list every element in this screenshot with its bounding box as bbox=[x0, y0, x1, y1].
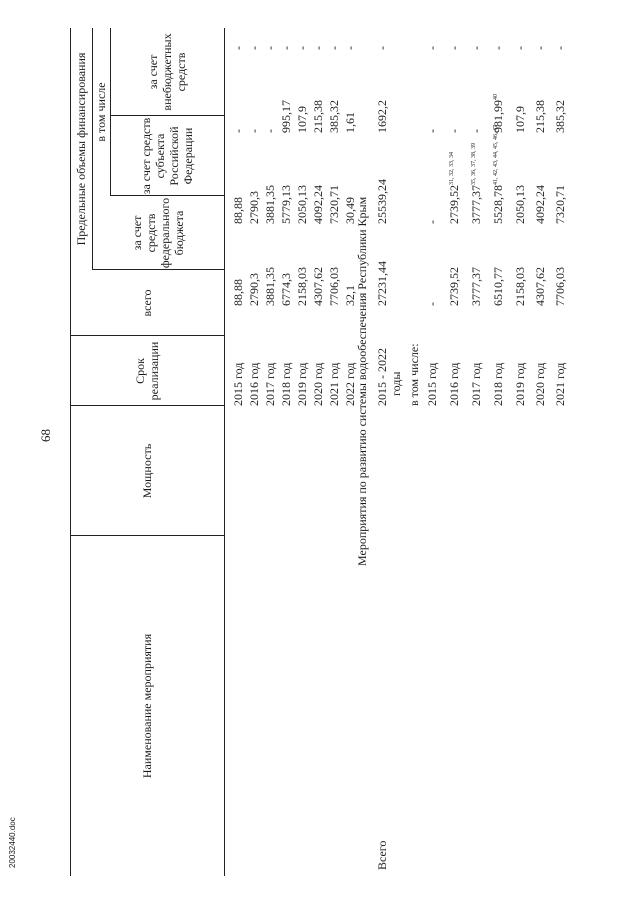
period-cell: 2016 год bbox=[247, 362, 261, 406]
federal-cell: 4092,24 bbox=[311, 185, 325, 224]
extra-cell: - bbox=[533, 46, 547, 50]
table-row bbox=[444, 28, 466, 876]
table-row bbox=[488, 28, 510, 876]
total-label: Всего bbox=[375, 840, 389, 870]
header-capacity: Мощность bbox=[140, 443, 154, 499]
period-cell-line2: годы bbox=[389, 371, 403, 396]
regional-cell: - bbox=[231, 129, 245, 133]
extra-cell: - bbox=[311, 46, 325, 50]
total-cell: 3777,37 bbox=[469, 267, 483, 306]
total-cell: 6510,77 bbox=[491, 267, 505, 306]
total-cell: 2790,3 bbox=[247, 273, 261, 306]
federal-cell: 4092,24 bbox=[533, 185, 547, 224]
total-cell: 27231,44 bbox=[375, 261, 389, 306]
regional-cell: 981,99$^{40}$ bbox=[491, 94, 505, 133]
federal-cell: 2050,13 bbox=[513, 185, 527, 224]
period-cell: 2015 год bbox=[231, 362, 245, 406]
extra-cell: - bbox=[553, 46, 567, 50]
table-row bbox=[550, 28, 572, 876]
regional-cell: 107,9 bbox=[295, 106, 309, 133]
header-total: всего bbox=[140, 289, 154, 317]
federal-cell: 3881,35 bbox=[263, 185, 277, 224]
regional-cell: 215,38 bbox=[533, 100, 547, 133]
total-cell: 7706,03 bbox=[327, 267, 341, 306]
regional-cell: - bbox=[469, 129, 483, 133]
period-cell: 2020 год bbox=[533, 362, 547, 406]
extra-cell: - bbox=[469, 46, 483, 50]
regional-cell: - bbox=[263, 129, 277, 133]
period-cell: 2015 год bbox=[425, 362, 439, 406]
regional-cell: - bbox=[447, 129, 461, 133]
federal-cell: 30,49 bbox=[343, 197, 357, 224]
federal-cell: 2790,3 bbox=[247, 191, 261, 224]
including-label: в том числе: bbox=[407, 343, 421, 406]
federal-cell: 3777,37$^{35, 36, 37, 38, 39}$ bbox=[469, 143, 483, 224]
regional-cell: 215,38 bbox=[311, 100, 325, 133]
regional-cell: 385,32 bbox=[553, 100, 567, 133]
federal-cell: 2739,52$^{31, 32, 33, 34}$ bbox=[447, 152, 461, 224]
period-cell: 2017 год bbox=[263, 362, 277, 406]
federal-cell: 5779,13 bbox=[279, 185, 293, 224]
header-regional: за счет средств субъекта Российской Федерации bbox=[139, 117, 195, 195]
regional-cell: 385,32 bbox=[327, 100, 341, 133]
federal-cell: 7320,71 bbox=[327, 185, 341, 224]
federal-cell: 7320,71 bbox=[553, 185, 567, 224]
total-cell: 88,88 bbox=[231, 279, 245, 306]
regional-cell: 107,9 bbox=[513, 106, 527, 133]
period-cell: 2021 год bbox=[553, 362, 567, 406]
regional-cell: 1,61 bbox=[343, 112, 357, 133]
table-row bbox=[422, 28, 444, 876]
extra-cell: - bbox=[247, 46, 261, 50]
period-cell: 2019 год bbox=[513, 362, 527, 406]
period-cell: 2021 год bbox=[327, 362, 341, 406]
federal-cell: 88,88 bbox=[231, 197, 245, 224]
header-period: Срок реализации bbox=[133, 341, 161, 401]
period-cell: 2020 год bbox=[311, 362, 325, 406]
extra-cell: - bbox=[279, 46, 293, 50]
federal-cell: - bbox=[425, 220, 439, 224]
header-including: в том числе bbox=[94, 82, 108, 142]
header-name: Наименование мероприятия bbox=[140, 633, 154, 779]
funding-table bbox=[70, 28, 576, 876]
period-cell: 2018 год bbox=[279, 362, 293, 406]
header-extra: за счет внебюджетных средств bbox=[146, 33, 188, 111]
total-cell: 2739,52 bbox=[447, 267, 461, 306]
federal-cell: 25539,24 bbox=[375, 179, 389, 224]
period-cell: 2018 год bbox=[491, 362, 505, 406]
page-number: 68 bbox=[38, 429, 53, 442]
extra-cell: - bbox=[231, 46, 245, 50]
total-cell: 7706,03 bbox=[553, 267, 567, 306]
period-cell: 2019 год bbox=[295, 362, 309, 406]
extra-cell: - bbox=[295, 46, 309, 50]
regional-cell: - bbox=[425, 129, 439, 133]
total-cell: 2158,03 bbox=[513, 267, 527, 306]
period-cell: 2022 год bbox=[343, 362, 357, 406]
total-cell: 2158,03 bbox=[295, 267, 309, 306]
federal-cell: 2050,13 bbox=[295, 185, 309, 224]
total-row bbox=[372, 28, 404, 876]
extra-cell: - bbox=[263, 46, 277, 50]
extra-cell: - bbox=[375, 46, 389, 50]
period-cell: 2017 год bbox=[469, 362, 483, 406]
header-funding-group: Предельные объемы финансирования bbox=[74, 52, 88, 246]
period-cell: 2016 год bbox=[447, 362, 461, 406]
extra-cell: - bbox=[491, 46, 505, 50]
extra-cell: - bbox=[447, 46, 461, 50]
table-row bbox=[510, 28, 532, 876]
total-cell: 32,1 bbox=[343, 285, 357, 306]
table-row bbox=[530, 28, 552, 876]
total-cell: 4307,62 bbox=[311, 267, 325, 306]
regional-cell: 995,17 bbox=[279, 100, 293, 133]
extra-cell: - bbox=[327, 46, 341, 50]
header-bottom-border bbox=[224, 28, 225, 876]
total-cell: 6774,3 bbox=[279, 273, 293, 306]
document-code: 20032440.doc bbox=[8, 817, 17, 868]
total-cell: 4307,62 bbox=[533, 267, 547, 306]
regional-cell: 1692,2 bbox=[375, 100, 389, 133]
extra-cell: - bbox=[343, 46, 357, 50]
extra-cell: - bbox=[425, 46, 439, 50]
header-federal: за счет средств федерального бюджета bbox=[130, 197, 186, 269]
federal-cell: 5528,78$^{41, 42, 43, 44, 45, 46, 47}$ bbox=[491, 125, 505, 224]
table-row bbox=[466, 28, 488, 876]
period-cell: 2015 - 2022 bbox=[375, 348, 389, 406]
regional-cell: - bbox=[247, 129, 261, 133]
extra-cell: - bbox=[513, 46, 527, 50]
section-title: Мероприятия по развитию системы водообеспечения Республики Крым bbox=[355, 196, 369, 566]
total-cell: 3881,35 bbox=[263, 267, 277, 306]
total-cell: - bbox=[425, 302, 439, 306]
